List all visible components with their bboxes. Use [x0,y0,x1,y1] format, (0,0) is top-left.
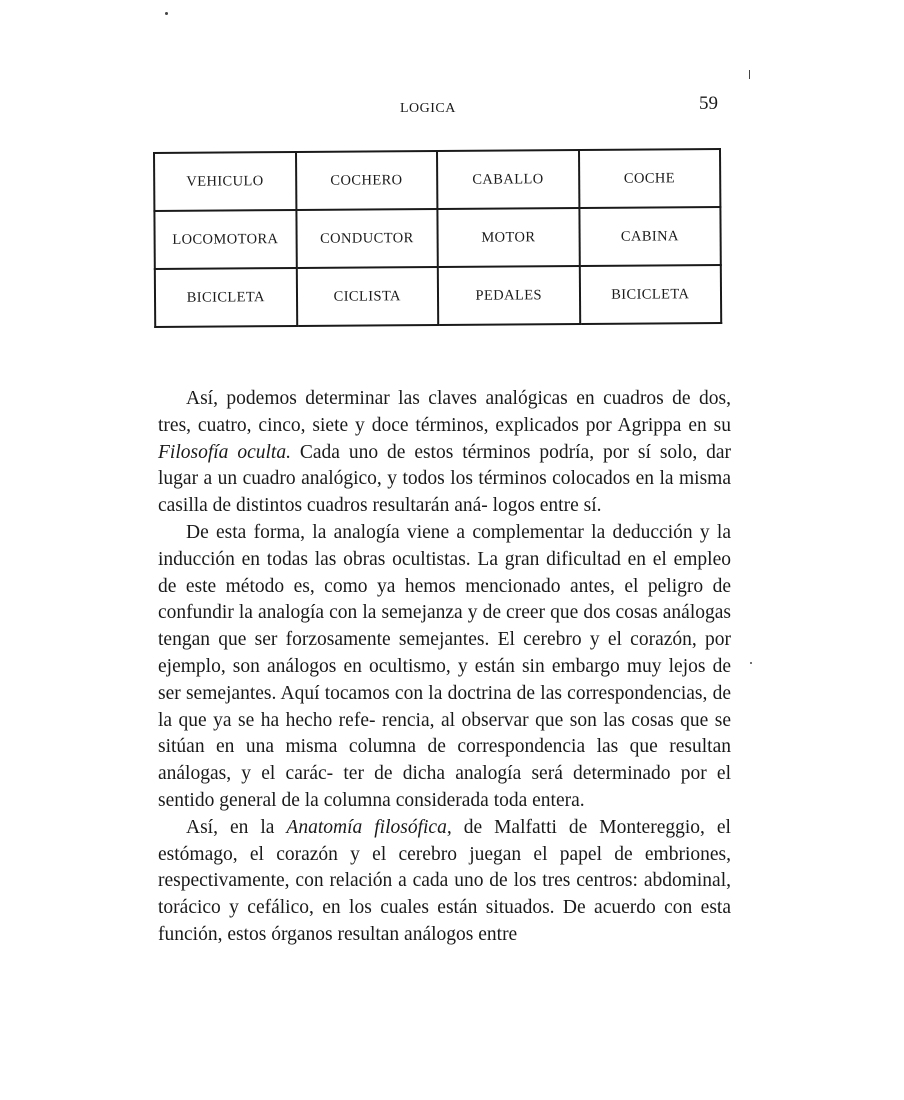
text-line: rencia, al observar que son las cosas que se sitúan en una misma [158,709,732,758]
table-cell: VEHICULO [154,152,296,211]
text-line: dos cosas análogas tengan que ser forzosamente semejantes. El [158,602,731,651]
paragraph [158,815,731,949]
analogy-table [153,148,722,328]
paragraph [158,386,731,520]
text-line: por sí solo, dar lugar a un cuadro analógico, y todos los términos [158,441,732,490]
table-cell: CICLISTA [296,267,438,326]
table-cell: BICICLETA [579,265,721,324]
table-row [154,207,720,269]
text-line: De esta forma, la analogía viene a complementar la deducción [186,521,693,543]
italic-title: Filosofía oculta. [158,441,291,463]
page-number: 59 [699,93,718,114]
text-line: columna considerada toda entera. [323,789,585,811]
text-line: colocados en la misma casilla de distintos cuadros resultarán aná- [158,468,731,517]
page-header [0,93,904,123]
text-line: ter de dicha analogía será determinado por el sentido general de la [158,763,732,811]
italic-title: Anatomía filosófica, [286,816,452,838]
text-line: columna de correspondencia las que resultan análogas, y el carác- [158,736,731,785]
text-run: Así, en la [186,816,287,838]
scan-speck [749,70,750,79]
scan-speck [750,662,752,664]
table-cell: CONDUCTOR [296,209,438,268]
text-line: empleo de este método es, como ya hemos mencionado antes, el [158,548,732,597]
text-run: Agrippa en su [617,414,731,436]
table-cell: CABINA [579,207,721,266]
table-cell: PEDALES [438,266,580,325]
text-run: de Malfatti de Montereggio, el [451,816,731,838]
text-line: dos, tres, cuatro, cinco, siete y doce términos, explicados por [158,388,731,436]
table-cell: COCHE [578,149,720,208]
table-cell: COCHERO [296,151,438,210]
scan-speck [165,12,168,15]
text-line: están sin embargo muy lejos de ser semejantes. Aquí tocamos con [158,655,731,704]
table-row [155,265,721,327]
table-cell: CABALLO [437,150,579,209]
running-title: LOGICA [400,101,456,116]
text-line: cerebro y el corazón, por ejemplo, son análogos en ocultismo, y [158,629,732,677]
table-row [154,149,720,211]
text-line: estómago, el corazón y el cerebro juegan el papel de embriones, [158,843,731,865]
paragraph [158,520,731,815]
text-line: abdominal, torácico y cefálico, en los cuales están situados. De [158,870,732,919]
text-line: peligro de confundir la analogía con la semejanza y de creer que [158,575,732,624]
text-line: la doctrina de las correspondencias, de la que ya se ha hecho refe- [158,682,732,731]
text-line [186,817,731,838]
text-line: acuerdo con esta función, estos órganos resultan análogos entre [158,897,731,945]
table-cell: BICICLETA [155,268,297,327]
body-text [158,386,731,949]
text-line: Así, podemos determinar las claves analógicas en cuadros de [186,388,691,409]
text-line: logos entre sí. [492,495,602,517]
table-cell: LOCOMOTORA [154,210,296,269]
text-line: y la inducción en todas las obras ocultistas. La gran dificultad en el [158,521,731,570]
text-line: respectivamente, con relación a cada uno de los tres centros: [158,870,638,892]
text-run: Cada uno de estos términos podría, [290,441,595,463]
table-cell: MOTOR [437,208,579,267]
